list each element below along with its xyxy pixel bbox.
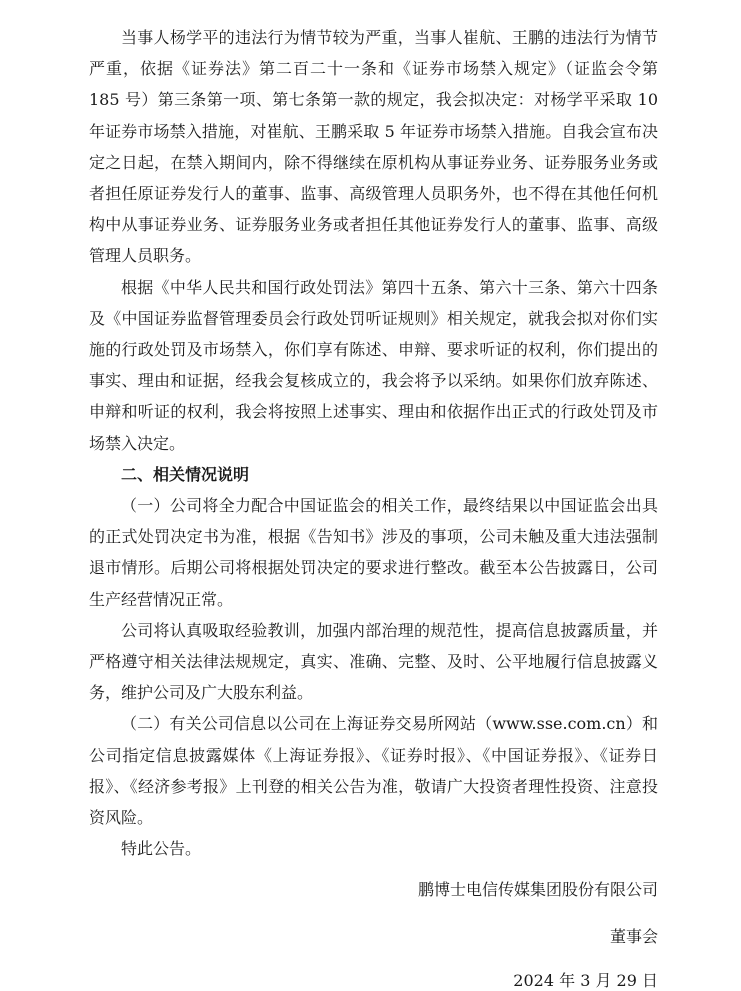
signature-board: 董事会 <box>609 926 658 946</box>
section-heading-related-information: 二、相关情况说明 <box>121 464 250 484</box>
paragraph-company-cooperation: （一）公司将全力配合中国证监会的相关工作，最终结果以中国证监会出具的正式处罚决定书为准，根据《告知书》涉及的事项，公司未触及重大违法强制退市情形。后期公司将根据处罚决定的要求进行整改。截至本公告披露日，公司生产经营情况正常。 <box>89 496 658 609</box>
paragraph-sanction-measures: 当事人杨学平的违法行为情节较为严重，当事人崔航、王鹏的违法行为情节严重，依据《证券法》第二百二十一条和《证券市场禁入规定》（证监会令第 185 号）第三条第一项、第七条第一款的规定，我会拟决定：对杨学平采取 10 年证券市场禁入措施，对崔航、王鹏采取 5 年证券市场禁入措施。自我会宣布决定之日起，在禁入期间内，除不得继续在原机构从事证券业务、证券服务业务或者担任原证券发行人的董事、监事、高级管理人员职务外，也不得在其他任何机构中从事证券业务、证券服务业务或者担任其他证券发行人的董事、监事、高级管理人员职务。 <box>89 28 658 266</box>
signature-date: 2024 年 3 月 29 日 <box>513 970 658 990</box>
paragraph-information-disclosure: （二）有关公司信息以公司在上海证券交易所网站（www.sse.com.cn）和公司指定信息披露媒体《上海证券报》、《证券时报》、《中国证券报》、《证券日报》、《经济参考报》上刊登的相关公告为准，敬请广大投资者理性投资、注意投资风险。 <box>89 714 658 828</box>
paragraph-lessons-learned: 公司将认真吸取经验教训，加强内部治理的规范性，提高信息披露质量，并严格遵守相关法律法规规定，真实、准确、完整、及时、公平地履行信息披露义务，维护公司及广大股东利益。 <box>89 620 658 703</box>
paragraph-hereby-announced: 特此公告。 <box>121 839 202 859</box>
signature-company-name: 鹏博士电信传媒集团股份有限公司 <box>417 880 658 900</box>
paragraph-hearing-rights: 根据《中华人民共和国行政处罚法》第四十五条、第六十三条、第六十四条及《中国证券监督管理委员会行政处罚听证规则》相关规定，就我会拟对你们实施的行政处罚及市场禁入，你们享有陈述、申辩、要求听证的权利，你们提出的事实、理由和证据，经我会复核成立的，我会将予以采纳。如果你们放弃陈述、申辩和听证的权利，我会将按照上述事实、理由和依据作出正式的行政处罚及市场禁入决定。 <box>89 277 658 453</box>
